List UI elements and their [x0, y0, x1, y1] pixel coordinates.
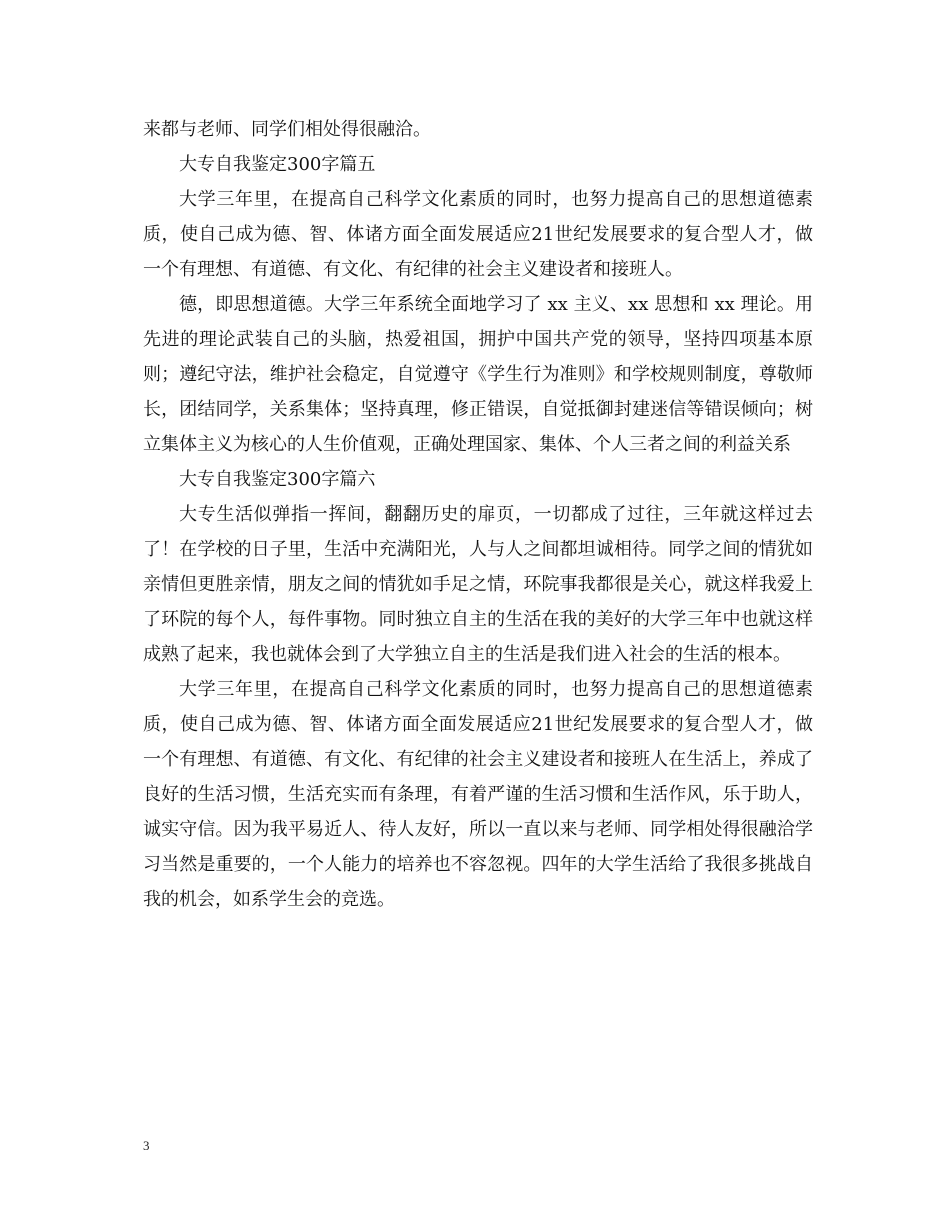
- section-heading-5: 大专自我鉴定300字篇五: [179, 154, 376, 175]
- paragraph: 德，即思想道德。大学三年系统全面地学习了 xx 主义、xx 思想和 xx 理论。用先进的理论武装自己的头脑，热爱祖国，拥护中国共产党的领导，坚持四项基本原则；遵纪守法，维护社会稳定，自觉遵守《学生行为准则》和学校规则制度，尊敬师长，团结同学，关系集体；坚持真理，修正错误，自觉抵御封建迷信等错误倾向；树立集体主义为核心的人生价值观，正确处理国家、集体、个人三者之间的利益关系: [143, 294, 813, 455]
- paragraph: 大专生活似弹指一挥间，翻翻历史的扉页，一切都成了过往，三年就这样过去了！在学校的日子里，生活中充满阳光，人与人之间都坦诚相待。同学之间的情犹如亲情但更胜亲情，朋友之间的情犹如手足之情，环院事我都很是关心，就这样我爱上了环院的每个人，每件事物。同时独立自主的生活在我的美好的大学三年中也就这样成熟了起来，我也就体会到了大学独立自主的生活是我们进入社会的生活的根本。: [143, 504, 813, 665]
- paragraph: 大学三年里，在提高自己科学文化素质的同时，也努力提高自己的思想道德素质，使自己成为德、智、体诸方面全面发展适应21世纪发展要求的复合型人才，做一个有理想、有道德、有文化、有纪律的社会主义建设者和接班人在生活上，养成了良好的生活习惯，生活充实而有条理，有着严谨的生活习惯和生活作风，乐于助人，诚实守信。因为我平易近人、待人友好，所以一直以来与老师、同学相处得很融洽学习当然是重要的，一个人能力的培养也不容忽视。四年的大学生活给了我很多挑战自我的机会，如系学生会的竞选。: [143, 679, 813, 910]
- page-number: 3: [143, 1138, 150, 1153]
- section-heading-6: 大专自我鉴定300字篇六: [179, 469, 376, 490]
- paragraph-continuation: 来都与老师、同学们相处得很融洽。: [143, 119, 431, 140]
- document-body: [143, 112, 813, 917]
- paragraph: 大学三年里，在提高自己科学文化素质的同时，也努力提高自己的思想道德素质，使自己成为德、智、体诸方面全面发展适应21世纪发展要求的复合型人才，做一个有理想、有道德、有文化、有纪律的社会主义建设者和接班人。: [143, 189, 813, 280]
